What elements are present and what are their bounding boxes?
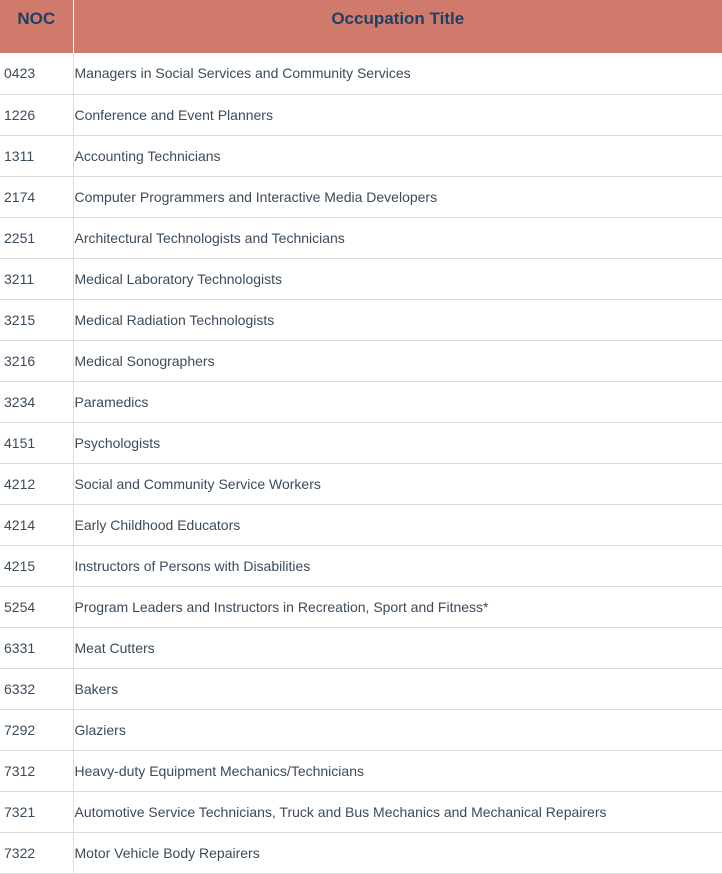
table-row bbox=[0, 832, 722, 873]
noc-code: 4212 bbox=[0, 463, 73, 504]
occupation-title: Medical Laboratory Technologists bbox=[73, 258, 722, 299]
occupation-title: Heavy-duty Equipment Mechanics/Technicians bbox=[73, 750, 722, 791]
occupation-title: Architectural Technologists and Technicians bbox=[73, 217, 722, 258]
table-row bbox=[0, 53, 722, 94]
occupation-title: Meat Cutters bbox=[73, 627, 722, 668]
occupation-title: Motor Vehicle Body Repairers bbox=[73, 832, 722, 873]
occupation-title: Instructors of Persons with Disabilities bbox=[73, 545, 722, 586]
occupation-title: Conference and Event Planners bbox=[73, 94, 722, 135]
noc-code: 3234 bbox=[0, 381, 73, 422]
occupation-title: Managers in Social Services and Community Services bbox=[73, 53, 722, 94]
noc-code: 2251 bbox=[0, 217, 73, 258]
occupation-title: Social and Community Service Workers bbox=[73, 463, 722, 504]
table-row bbox=[0, 340, 722, 381]
occupation-title: Paramedics bbox=[73, 381, 722, 422]
table-row bbox=[0, 750, 722, 791]
table-row bbox=[0, 94, 722, 135]
noc-code: 7321 bbox=[0, 791, 73, 832]
noc-code: 4214 bbox=[0, 504, 73, 545]
table-row bbox=[0, 545, 722, 586]
noc-code: 5254 bbox=[0, 586, 73, 627]
occupation-title: Early Childhood Educators bbox=[73, 504, 722, 545]
noc-code: 2174 bbox=[0, 176, 73, 217]
table-row bbox=[0, 422, 722, 463]
occupation-title: Medical Sonographers bbox=[73, 340, 722, 381]
header-row bbox=[0, 0, 722, 53]
table-header bbox=[0, 0, 722, 53]
noc-code: 6331 bbox=[0, 627, 73, 668]
table-row bbox=[0, 791, 722, 832]
noc-code: 1311 bbox=[0, 135, 73, 176]
noc-code: 1226 bbox=[0, 94, 73, 135]
table-row bbox=[0, 668, 722, 709]
noc-code: 4151 bbox=[0, 422, 73, 463]
table-row bbox=[0, 504, 722, 545]
occupation-title: Bakers bbox=[73, 668, 722, 709]
noc-column-header: NOC bbox=[0, 0, 73, 53]
noc-code: 3215 bbox=[0, 299, 73, 340]
table-row bbox=[0, 627, 722, 668]
table-body bbox=[0, 53, 722, 873]
noc-code: 3216 bbox=[0, 340, 73, 381]
table-row bbox=[0, 381, 722, 422]
table-row bbox=[0, 463, 722, 504]
table-row bbox=[0, 299, 722, 340]
occupation-title-column-header: Occupation Title bbox=[73, 0, 722, 53]
noc-code: 0423 bbox=[0, 53, 73, 94]
noc-code: 7292 bbox=[0, 709, 73, 750]
table-row bbox=[0, 258, 722, 299]
occupation-title: Psychologists bbox=[73, 422, 722, 463]
table-row bbox=[0, 217, 722, 258]
noc-code: 7322 bbox=[0, 832, 73, 873]
noc-code: 3211 bbox=[0, 258, 73, 299]
occupation-title: Program Leaders and Instructors in Recreation, Sport and Fitness* bbox=[73, 586, 722, 627]
occupation-title: Accounting Technicians bbox=[73, 135, 722, 176]
noc-code: 4215 bbox=[0, 545, 73, 586]
occupation-title: Automotive Service Technicians, Truck and Bus Mechanics and Mechanical Repairers bbox=[73, 791, 722, 832]
table-row bbox=[0, 586, 722, 627]
table-row bbox=[0, 709, 722, 750]
table-row bbox=[0, 176, 722, 217]
occupation-title: Medical Radiation Technologists bbox=[73, 299, 722, 340]
table-row bbox=[0, 135, 722, 176]
noc-code: 6332 bbox=[0, 668, 73, 709]
occupation-title: Glaziers bbox=[73, 709, 722, 750]
occupation-title: Computer Programmers and Interactive Media Developers bbox=[73, 176, 722, 217]
noc-code: 7312 bbox=[0, 750, 73, 791]
